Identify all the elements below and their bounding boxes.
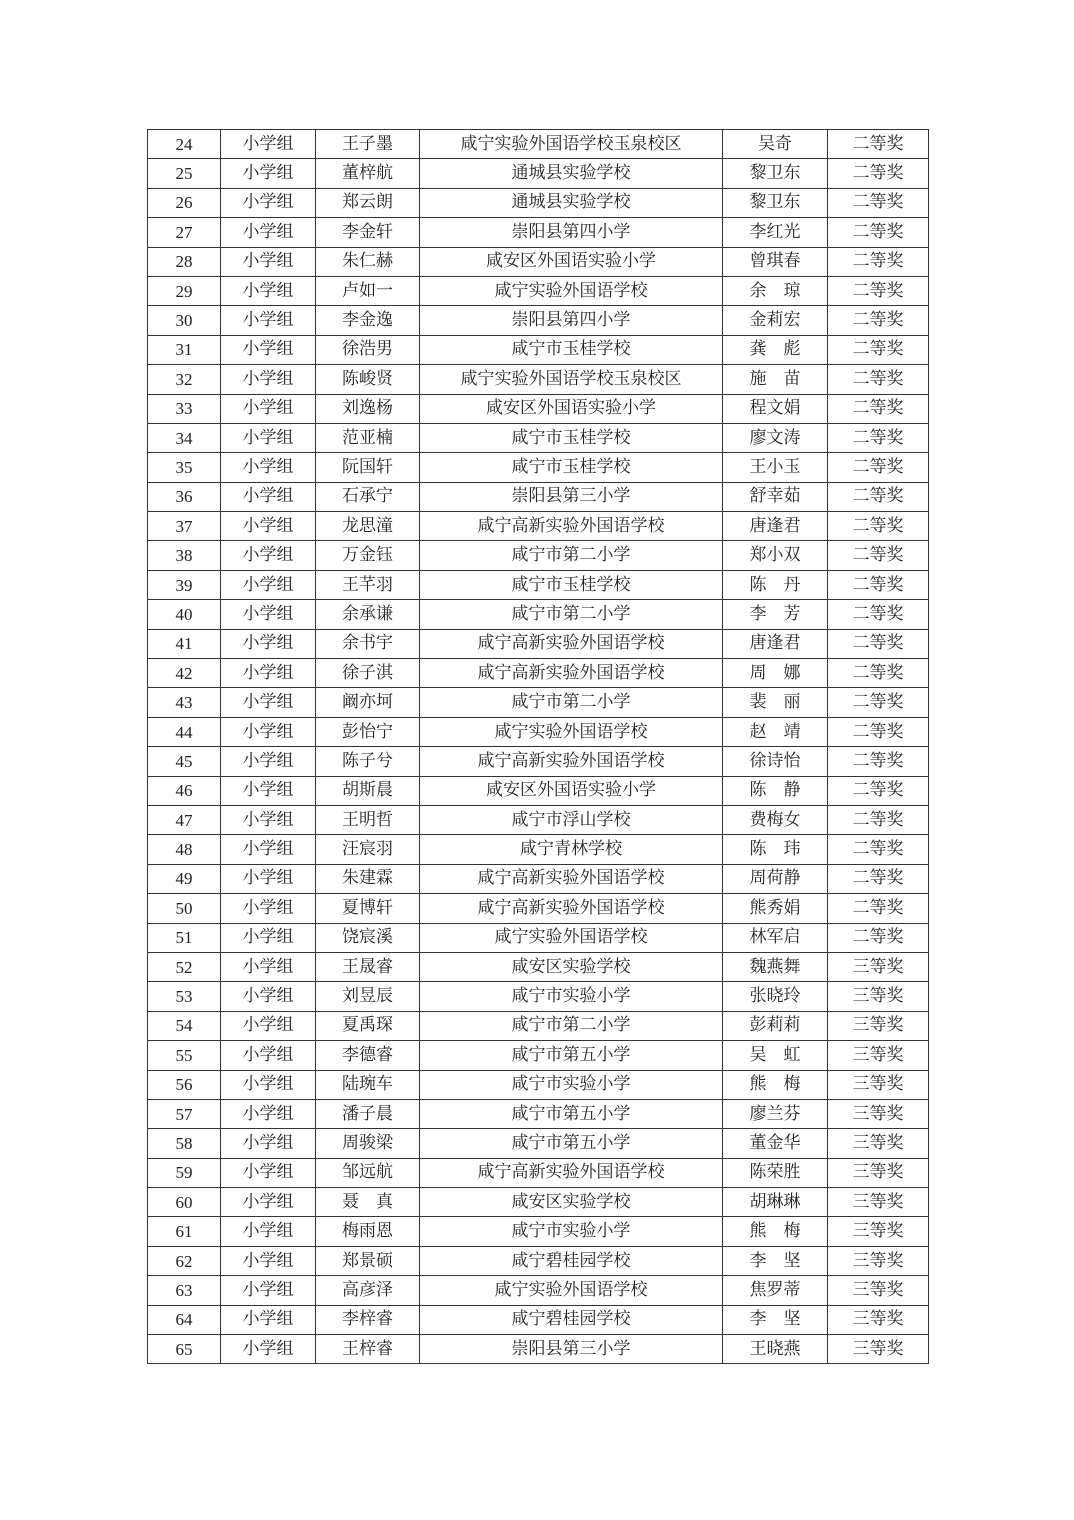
student-name-cell: 饶宸溪 — [316, 923, 420, 952]
group-cell: 小学组 — [221, 1041, 316, 1070]
student-name-cell: 郑景硕 — [316, 1246, 420, 1275]
school-cell: 咸宁实验外国语学校 — [420, 1276, 723, 1305]
group-cell: 小学组 — [221, 629, 316, 658]
table-row — [148, 394, 929, 423]
table-row — [148, 952, 929, 981]
teacher-cell: 施 苗 — [723, 365, 828, 394]
table-row — [148, 365, 929, 394]
student-name-cell: 周骏梁 — [316, 1129, 420, 1158]
student-name-cell: 李金轩 — [316, 218, 420, 247]
row-number: 45 — [148, 747, 221, 776]
award-cell: 二等奖 — [828, 276, 929, 305]
row-number: 40 — [148, 600, 221, 629]
award-cell: 二等奖 — [828, 541, 929, 570]
teacher-cell: 陈 丹 — [723, 570, 828, 599]
teacher-cell: 余 琼 — [723, 276, 828, 305]
teacher-cell: 金莉宏 — [723, 306, 828, 335]
student-name-cell: 郑云朗 — [316, 188, 420, 217]
school-cell: 咸宁高新实验外国语学校 — [420, 747, 723, 776]
group-cell: 小学组 — [221, 247, 316, 276]
school-cell: 咸宁高新实验外国语学校 — [420, 864, 723, 893]
row-number: 32 — [148, 365, 221, 394]
row-number: 25 — [148, 159, 221, 188]
student-name-cell: 高彦泽 — [316, 1276, 420, 1305]
row-number: 39 — [148, 570, 221, 599]
group-cell: 小学组 — [221, 482, 316, 511]
student-name-cell: 徐子淇 — [316, 659, 420, 688]
teacher-cell: 胡琳琳 — [723, 1188, 828, 1217]
award-cell: 二等奖 — [828, 717, 929, 746]
teacher-cell: 徐诗怡 — [723, 747, 828, 776]
student-name-cell: 刘逸杨 — [316, 394, 420, 423]
award-cell: 二等奖 — [828, 659, 929, 688]
table-row — [148, 1070, 929, 1099]
group-cell: 小学组 — [221, 130, 316, 159]
school-cell: 咸宁高新实验外国语学校 — [420, 512, 723, 541]
school-cell: 咸宁碧桂园学校 — [420, 1305, 723, 1334]
student-name-cell: 刘昱辰 — [316, 982, 420, 1011]
row-number: 64 — [148, 1305, 221, 1334]
teacher-cell: 周荷静 — [723, 864, 828, 893]
award-cell: 二等奖 — [828, 159, 929, 188]
group-cell: 小学组 — [221, 952, 316, 981]
group-cell: 小学组 — [221, 159, 316, 188]
award-cell: 二等奖 — [828, 482, 929, 511]
teacher-cell: 李 坚 — [723, 1305, 828, 1334]
group-cell: 小学组 — [221, 1099, 316, 1128]
award-cell: 三等奖 — [828, 1305, 929, 1334]
award-cell: 二等奖 — [828, 512, 929, 541]
award-cell: 二等奖 — [828, 923, 929, 952]
group-cell: 小学组 — [221, 394, 316, 423]
award-cell: 二等奖 — [828, 306, 929, 335]
table-row — [148, 247, 929, 276]
award-cell: 三等奖 — [828, 1188, 929, 1217]
row-number: 37 — [148, 512, 221, 541]
table-row — [148, 805, 929, 834]
award-cell: 二等奖 — [828, 600, 929, 629]
row-number: 56 — [148, 1070, 221, 1099]
table-row — [148, 659, 929, 688]
student-name-cell: 邹远航 — [316, 1158, 420, 1187]
table-row — [148, 1305, 929, 1334]
row-number: 42 — [148, 659, 221, 688]
award-cell: 三等奖 — [828, 1041, 929, 1070]
group-cell: 小学组 — [221, 1158, 316, 1187]
school-cell: 咸宁市第二小学 — [420, 688, 723, 717]
student-name-cell: 夏禹琛 — [316, 1011, 420, 1040]
teacher-cell: 黎卫东 — [723, 188, 828, 217]
student-name-cell: 朱仁赫 — [316, 247, 420, 276]
teacher-cell: 林军启 — [723, 923, 828, 952]
award-cell: 二等奖 — [828, 218, 929, 247]
group-cell: 小学组 — [221, 1217, 316, 1246]
table-row — [148, 570, 929, 599]
group-cell: 小学组 — [221, 923, 316, 952]
school-cell: 咸宁实验外国语学校玉泉校区 — [420, 365, 723, 394]
table-row — [148, 188, 929, 217]
teacher-cell: 周 娜 — [723, 659, 828, 688]
school-cell: 咸安区外国语实验小学 — [420, 776, 723, 805]
row-number: 62 — [148, 1246, 221, 1275]
student-name-cell: 董梓航 — [316, 159, 420, 188]
table-row — [148, 747, 929, 776]
student-name-cell: 范亚楠 — [316, 423, 420, 452]
school-cell: 咸宁市玉桂学校 — [420, 423, 723, 452]
award-cell: 三等奖 — [828, 1217, 929, 1246]
group-cell: 小学组 — [221, 600, 316, 629]
group-cell: 小学组 — [221, 453, 316, 482]
student-name-cell: 卢如一 — [316, 276, 420, 305]
award-cell: 二等奖 — [828, 335, 929, 364]
school-cell: 咸宁市第五小学 — [420, 1129, 723, 1158]
teacher-cell: 唐逢君 — [723, 512, 828, 541]
table-row — [148, 688, 929, 717]
row-number: 65 — [148, 1335, 221, 1364]
teacher-cell: 龚 彪 — [723, 335, 828, 364]
teacher-cell: 彭莉莉 — [723, 1011, 828, 1040]
student-name-cell: 潘子晨 — [316, 1099, 420, 1128]
award-cell: 三等奖 — [828, 982, 929, 1011]
student-name-cell: 王晟睿 — [316, 952, 420, 981]
table-row — [148, 512, 929, 541]
award-cell: 三等奖 — [828, 1246, 929, 1275]
school-cell: 咸宁市实验小学 — [420, 1070, 723, 1099]
award-cell: 二等奖 — [828, 247, 929, 276]
teacher-cell: 吴奇 — [723, 130, 828, 159]
group-cell: 小学组 — [221, 1276, 316, 1305]
school-cell: 咸宁市第二小学 — [420, 541, 723, 570]
student-name-cell: 王明哲 — [316, 805, 420, 834]
teacher-cell: 张晓玲 — [723, 982, 828, 1011]
table-row — [148, 1129, 929, 1158]
award-cell: 二等奖 — [828, 835, 929, 864]
school-cell: 咸宁实验外国语学校 — [420, 923, 723, 952]
award-cell: 二等奖 — [828, 776, 929, 805]
teacher-cell: 廖兰芬 — [723, 1099, 828, 1128]
student-name-cell: 王梓睿 — [316, 1335, 420, 1364]
table-row — [148, 276, 929, 305]
group-cell: 小学组 — [221, 1011, 316, 1040]
award-cell: 二等奖 — [828, 894, 929, 923]
row-number: 59 — [148, 1158, 221, 1187]
group-cell: 小学组 — [221, 512, 316, 541]
table-row — [148, 1246, 929, 1275]
row-number: 61 — [148, 1217, 221, 1246]
teacher-cell: 廖文涛 — [723, 423, 828, 452]
school-cell: 咸安区实验学校 — [420, 952, 723, 981]
school-cell: 咸宁市实验小学 — [420, 1217, 723, 1246]
student-name-cell: 李德睿 — [316, 1041, 420, 1070]
teacher-cell: 曾琪春 — [723, 247, 828, 276]
row-number: 55 — [148, 1041, 221, 1070]
group-cell: 小学组 — [221, 717, 316, 746]
award-cell: 二等奖 — [828, 864, 929, 893]
award-cell: 二等奖 — [828, 423, 929, 452]
group-cell: 小学组 — [221, 835, 316, 864]
school-cell: 咸宁实验外国语学校 — [420, 717, 723, 746]
school-cell: 咸宁市浮山学校 — [420, 805, 723, 834]
teacher-cell: 陈 玮 — [723, 835, 828, 864]
award-cell: 二等奖 — [828, 188, 929, 217]
school-cell: 通城县实验学校 — [420, 159, 723, 188]
student-name-cell: 余承谦 — [316, 600, 420, 629]
group-cell: 小学组 — [221, 659, 316, 688]
teacher-cell: 吴 虹 — [723, 1041, 828, 1070]
table-row — [148, 1158, 929, 1187]
teacher-cell: 唐逢君 — [723, 629, 828, 658]
school-cell: 崇阳县第三小学 — [420, 1335, 723, 1364]
table-row — [148, 1188, 929, 1217]
group-cell: 小学组 — [221, 805, 316, 834]
row-number: 41 — [148, 629, 221, 658]
teacher-cell: 焦罗蒂 — [723, 1276, 828, 1305]
row-number: 43 — [148, 688, 221, 717]
teacher-cell: 费梅女 — [723, 805, 828, 834]
group-cell: 小学组 — [221, 894, 316, 923]
student-name-cell: 余书宇 — [316, 629, 420, 658]
row-number: 48 — [148, 835, 221, 864]
school-cell: 咸宁碧桂园学校 — [420, 1246, 723, 1275]
student-name-cell: 李金逸 — [316, 306, 420, 335]
teacher-cell: 魏燕舞 — [723, 952, 828, 981]
table-row — [148, 335, 929, 364]
group-cell: 小学组 — [221, 864, 316, 893]
table-row — [148, 1041, 929, 1070]
school-cell: 咸宁市第五小学 — [420, 1099, 723, 1128]
row-number: 49 — [148, 864, 221, 893]
group-cell: 小学组 — [221, 688, 316, 717]
row-number: 51 — [148, 923, 221, 952]
row-number: 50 — [148, 894, 221, 923]
table-row — [148, 776, 929, 805]
school-cell: 咸宁青林学校 — [420, 835, 723, 864]
row-number: 63 — [148, 1276, 221, 1305]
student-name-cell: 王子墨 — [316, 130, 420, 159]
student-name-cell: 阮国轩 — [316, 453, 420, 482]
school-cell: 咸宁市实验小学 — [420, 982, 723, 1011]
teacher-cell: 熊秀娟 — [723, 894, 828, 923]
school-cell: 咸宁高新实验外国语学校 — [420, 894, 723, 923]
student-name-cell: 万金钰 — [316, 541, 420, 570]
group-cell: 小学组 — [221, 276, 316, 305]
award-cell: 三等奖 — [828, 952, 929, 981]
table-row — [148, 1099, 929, 1128]
school-cell: 咸宁市第二小学 — [420, 1011, 723, 1040]
group-cell: 小学组 — [221, 776, 316, 805]
school-cell: 通城县实验学校 — [420, 188, 723, 217]
teacher-cell: 陈荣胜 — [723, 1158, 828, 1187]
award-cell: 三等奖 — [828, 1011, 929, 1040]
award-cell: 二等奖 — [828, 453, 929, 482]
table-row — [148, 130, 929, 159]
group-cell: 小学组 — [221, 1305, 316, 1334]
teacher-cell: 董金华 — [723, 1129, 828, 1158]
row-number: 36 — [148, 482, 221, 511]
award-cell: 二等奖 — [828, 570, 929, 599]
teacher-cell: 王小玉 — [723, 453, 828, 482]
school-cell: 咸安区外国语实验小学 — [420, 247, 723, 276]
student-name-cell: 石承宁 — [316, 482, 420, 511]
table-row — [148, 923, 929, 952]
student-name-cell: 胡斯晨 — [316, 776, 420, 805]
school-cell: 咸宁市第二小学 — [420, 600, 723, 629]
student-name-cell: 陆琬车 — [316, 1070, 420, 1099]
table-row — [148, 1335, 929, 1364]
school-cell: 咸宁高新实验外国语学校 — [420, 1158, 723, 1187]
award-cell: 三等奖 — [828, 1276, 929, 1305]
student-name-cell: 汪宸羽 — [316, 835, 420, 864]
school-cell: 咸宁实验外国语学校 — [420, 276, 723, 305]
award-cell: 三等奖 — [828, 1335, 929, 1364]
group-cell: 小学组 — [221, 1246, 316, 1275]
row-number: 52 — [148, 952, 221, 981]
table-row — [148, 629, 929, 658]
table-row — [148, 541, 929, 570]
row-number: 35 — [148, 453, 221, 482]
row-number: 38 — [148, 541, 221, 570]
student-name-cell: 聂 真 — [316, 1188, 420, 1217]
student-name-cell: 龙思潼 — [316, 512, 420, 541]
teacher-cell: 李 芳 — [723, 600, 828, 629]
row-number: 60 — [148, 1188, 221, 1217]
row-number: 29 — [148, 276, 221, 305]
table-row — [148, 453, 929, 482]
student-name-cell: 朱建霖 — [316, 864, 420, 893]
row-number: 28 — [148, 247, 221, 276]
student-name-cell: 陈峻贤 — [316, 365, 420, 394]
table-row — [148, 1011, 929, 1040]
school-cell: 咸宁市玉桂学校 — [420, 335, 723, 364]
award-cell: 三等奖 — [828, 1070, 929, 1099]
row-number: 34 — [148, 423, 221, 452]
award-cell: 三等奖 — [828, 1129, 929, 1158]
group-cell: 小学组 — [221, 747, 316, 776]
teacher-cell: 程文娟 — [723, 394, 828, 423]
group-cell: 小学组 — [221, 1129, 316, 1158]
table-row — [148, 864, 929, 893]
awards-table-body — [148, 130, 929, 1364]
school-cell: 崇阳县第四小学 — [420, 218, 723, 247]
group-cell: 小学组 — [221, 335, 316, 364]
table-row — [148, 1217, 929, 1246]
group-cell: 小学组 — [221, 1335, 316, 1364]
teacher-cell: 熊 梅 — [723, 1070, 828, 1099]
school-cell: 崇阳县第三小学 — [420, 482, 723, 511]
award-cell: 二等奖 — [828, 394, 929, 423]
group-cell: 小学组 — [221, 1188, 316, 1217]
table-row — [148, 482, 929, 511]
row-number: 24 — [148, 130, 221, 159]
row-number: 30 — [148, 306, 221, 335]
row-number: 33 — [148, 394, 221, 423]
teacher-cell: 郑小双 — [723, 541, 828, 570]
row-number: 47 — [148, 805, 221, 834]
school-cell: 咸宁高新实验外国语学校 — [420, 659, 723, 688]
row-number: 27 — [148, 218, 221, 247]
school-cell: 咸宁市玉桂学校 — [420, 453, 723, 482]
award-cell: 二等奖 — [828, 747, 929, 776]
teacher-cell: 裴 丽 — [723, 688, 828, 717]
teacher-cell: 熊 梅 — [723, 1217, 828, 1246]
group-cell: 小学组 — [221, 218, 316, 247]
teacher-cell: 李红光 — [723, 218, 828, 247]
row-number: 31 — [148, 335, 221, 364]
group-cell: 小学组 — [221, 365, 316, 394]
school-cell: 咸宁高新实验外国语学校 — [420, 629, 723, 658]
school-cell: 崇阳县第四小学 — [420, 306, 723, 335]
row-number: 44 — [148, 717, 221, 746]
row-number: 26 — [148, 188, 221, 217]
award-cell: 三等奖 — [828, 1099, 929, 1128]
school-cell: 咸安区实验学校 — [420, 1188, 723, 1217]
school-cell: 咸宁市第五小学 — [420, 1041, 723, 1070]
group-cell: 小学组 — [221, 306, 316, 335]
group-cell: 小学组 — [221, 423, 316, 452]
table-row — [148, 835, 929, 864]
table-row — [148, 306, 929, 335]
student-name-cell: 陈子兮 — [316, 747, 420, 776]
student-name-cell: 王芊羽 — [316, 570, 420, 599]
award-cell: 二等奖 — [828, 130, 929, 159]
table-row — [148, 1276, 929, 1305]
student-name-cell: 徐浩男 — [316, 335, 420, 364]
school-cell: 咸安区外国语实验小学 — [420, 394, 723, 423]
award-cell: 二等奖 — [828, 629, 929, 658]
award-cell: 二等奖 — [828, 805, 929, 834]
awards-table — [147, 129, 929, 1364]
table-row — [148, 159, 929, 188]
student-name-cell: 彭怡宁 — [316, 717, 420, 746]
group-cell: 小学组 — [221, 188, 316, 217]
row-number: 53 — [148, 982, 221, 1011]
table-row — [148, 600, 929, 629]
row-number: 57 — [148, 1099, 221, 1128]
teacher-cell: 王晓燕 — [723, 1335, 828, 1364]
school-cell: 咸宁实验外国语学校玉泉校区 — [420, 130, 723, 159]
row-number: 58 — [148, 1129, 221, 1158]
teacher-cell: 黎卫东 — [723, 159, 828, 188]
student-name-cell: 梅雨恩 — [316, 1217, 420, 1246]
student-name-cell: 阚亦坷 — [316, 688, 420, 717]
award-cell: 三等奖 — [828, 1158, 929, 1187]
table-row — [148, 423, 929, 452]
group-cell: 小学组 — [221, 541, 316, 570]
teacher-cell: 舒幸茹 — [723, 482, 828, 511]
table-row — [148, 218, 929, 247]
teacher-cell: 陈 静 — [723, 776, 828, 805]
group-cell: 小学组 — [221, 570, 316, 599]
award-cell: 二等奖 — [828, 365, 929, 394]
student-name-cell: 夏博轩 — [316, 894, 420, 923]
table-row — [148, 982, 929, 1011]
row-number: 54 — [148, 1011, 221, 1040]
school-cell: 咸宁市玉桂学校 — [420, 570, 723, 599]
table-row — [148, 894, 929, 923]
teacher-cell: 赵 靖 — [723, 717, 828, 746]
group-cell: 小学组 — [221, 1070, 316, 1099]
table-row — [148, 717, 929, 746]
row-number: 46 — [148, 776, 221, 805]
teacher-cell: 李 坚 — [723, 1246, 828, 1275]
student-name-cell: 李梓睿 — [316, 1305, 420, 1334]
award-cell: 二等奖 — [828, 688, 929, 717]
group-cell: 小学组 — [221, 982, 316, 1011]
